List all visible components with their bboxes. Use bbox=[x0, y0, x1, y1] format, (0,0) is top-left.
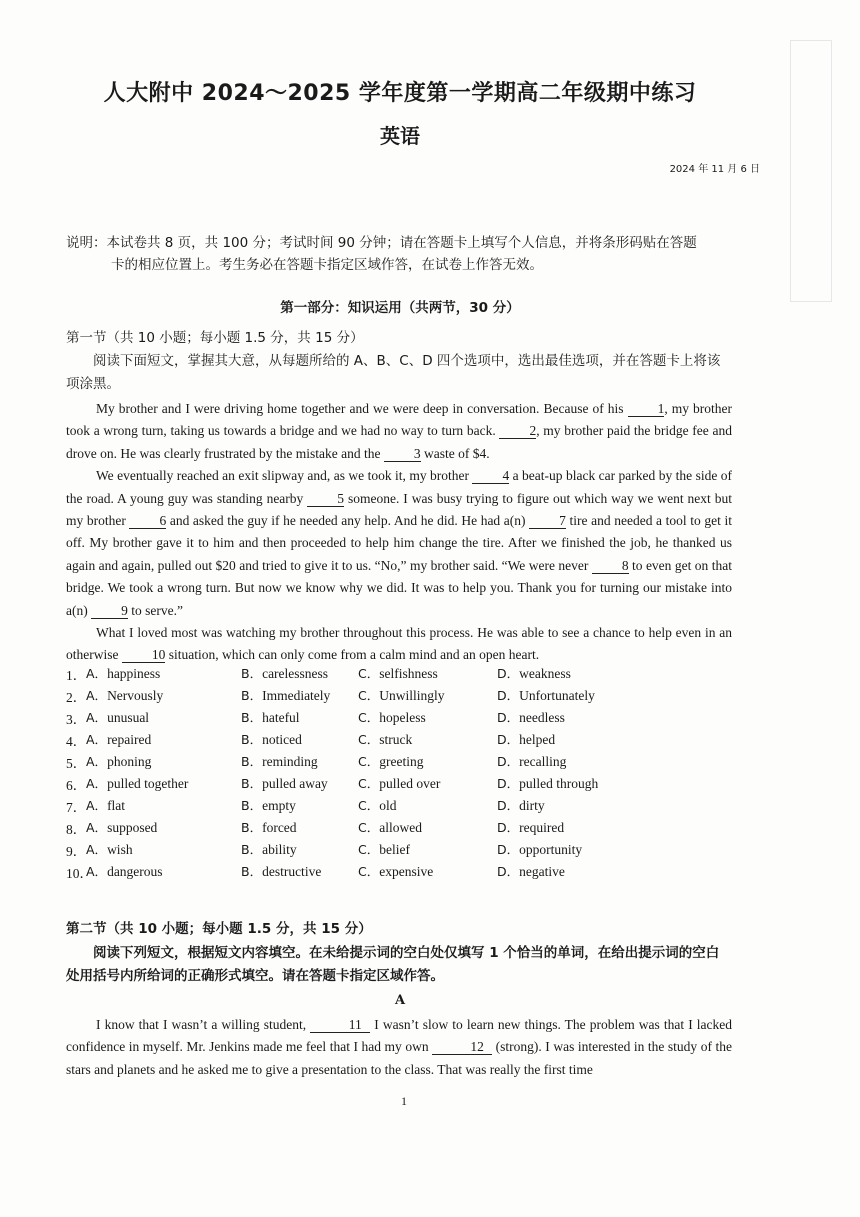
passage-paragraph bbox=[66, 398, 732, 465]
option-letter: A． bbox=[86, 688, 108, 703]
answer-options bbox=[66, 664, 746, 884]
option-text: reminding bbox=[262, 754, 318, 769]
option-text: old bbox=[379, 798, 397, 813]
question-number: 1． bbox=[66, 668, 87, 683]
option-text: repaired bbox=[107, 732, 152, 747]
option-letter: C． bbox=[358, 710, 380, 725]
option-d bbox=[497, 818, 564, 836]
part-one-title: 第一部分：知识运用（共两节，30 分） bbox=[280, 300, 520, 316]
passage-text: and asked the guy if he needed any help. And he did. He had a(n) bbox=[166, 513, 530, 529]
option-text: allowed bbox=[379, 820, 422, 835]
option-c bbox=[358, 708, 426, 726]
passage-text: to even get on that bridge. We took a wrong turn. But now we know why we did. It was to help you. Thank you for turning our mistake into a(n) bbox=[66, 557, 732, 618]
option-letter: C． bbox=[358, 754, 380, 769]
passage-text: to serve.” bbox=[127, 602, 183, 618]
blank-5: 5 bbox=[307, 491, 344, 507]
option-letter: A． bbox=[86, 710, 108, 725]
option-c bbox=[358, 840, 410, 858]
question-number: 8． bbox=[66, 822, 87, 837]
option-row bbox=[66, 774, 746, 796]
option-text: selfishness bbox=[379, 666, 438, 681]
blank-7: 7 bbox=[529, 513, 566, 529]
option-text: weakness bbox=[519, 666, 571, 681]
option-text: Unfortunately bbox=[519, 688, 595, 703]
option-text: expensive bbox=[379, 864, 434, 879]
option-letter: D． bbox=[497, 776, 520, 791]
option-letter: B． bbox=[241, 754, 263, 769]
passage-paragraph bbox=[66, 1014, 732, 1081]
option-c bbox=[358, 664, 438, 682]
passage-text: I know that I wasn’t a willing student, bbox=[96, 1017, 311, 1032]
question-number: 6． bbox=[66, 778, 87, 793]
option-letter: A． bbox=[86, 820, 108, 835]
passage-text: We eventually reached an exit slipway and, as we took it, my brother bbox=[96, 468, 473, 484]
option-text: pulled over bbox=[379, 776, 441, 791]
blank-4: 4 bbox=[472, 468, 509, 484]
option-letter: B． bbox=[241, 820, 263, 835]
option-letter: D． bbox=[497, 710, 520, 725]
option-d bbox=[497, 730, 555, 748]
option-a bbox=[86, 730, 151, 748]
exam-title: 人大附中 2024～2025 学年度第一学期高二年级期中练习 bbox=[103, 81, 697, 106]
note-label: 说明： bbox=[66, 235, 107, 251]
cloze-passage bbox=[66, 398, 732, 667]
option-text: unusual bbox=[107, 710, 150, 725]
option-c bbox=[358, 796, 397, 814]
option-c bbox=[358, 862, 433, 880]
option-text: pulled away bbox=[262, 776, 328, 791]
option-letter: C． bbox=[358, 842, 380, 857]
option-text: dirty bbox=[519, 798, 545, 813]
option-letter: D． bbox=[497, 732, 520, 747]
section-two-instruction: 阅读下列短文，根据短文内容填空。在未给提示词的空白处仅填写 1 个恰当的单词，在给出提示词的空白处用括号内所给词的正确形式填空。请在答题卡指定区域作答。 bbox=[66, 945, 720, 984]
option-letter: D． bbox=[497, 842, 520, 857]
fill-in-passage bbox=[66, 1014, 732, 1081]
option-text: noticed bbox=[262, 732, 302, 747]
option-text: empty bbox=[262, 798, 296, 813]
option-a bbox=[86, 774, 188, 792]
option-letter: C． bbox=[358, 798, 380, 813]
option-row bbox=[66, 818, 746, 840]
option-b bbox=[241, 796, 296, 814]
option-d bbox=[497, 862, 565, 880]
option-b bbox=[241, 840, 297, 858]
passage-text: waste of $4. bbox=[420, 445, 490, 461]
note-line-2: 卡的相应位置上。考生务必在答题卡指定区域作答，在试卷上作答无效。 bbox=[111, 257, 543, 273]
option-a bbox=[86, 840, 133, 858]
blank-8: 8 bbox=[592, 558, 629, 574]
option-letter: B． bbox=[241, 798, 263, 813]
option-letter: D． bbox=[497, 666, 520, 681]
blank-12: 12 bbox=[432, 1039, 492, 1055]
option-a bbox=[86, 818, 157, 836]
option-letter: B． bbox=[241, 732, 263, 747]
option-a bbox=[86, 796, 125, 814]
option-text: ability bbox=[262, 842, 297, 857]
question-number: 4． bbox=[66, 734, 87, 749]
option-c bbox=[358, 818, 422, 836]
question-number: 10． bbox=[66, 866, 93, 881]
option-text: carelessness bbox=[262, 666, 329, 681]
option-text: pulled through bbox=[519, 776, 599, 791]
option-letter: C． bbox=[358, 666, 380, 681]
question-number: 2． bbox=[66, 690, 87, 705]
option-b bbox=[241, 752, 318, 770]
option-a bbox=[86, 686, 163, 704]
option-b bbox=[241, 774, 328, 792]
passage-text: I wasn’t slow to learn new things. The problem was that I lacked confidence in myself. Mr. Jenkins made me feel that I had my own bbox=[66, 1017, 732, 1055]
option-d bbox=[497, 664, 571, 682]
option-d bbox=[497, 796, 545, 814]
option-text: needless bbox=[519, 710, 565, 725]
passage-text: someone. I was busy trying to figure out which way we went next but my brother bbox=[66, 490, 732, 529]
option-text: hateful bbox=[262, 710, 300, 725]
page-number: 1 bbox=[401, 1094, 407, 1108]
exam-subject: 英语 bbox=[380, 124, 420, 148]
option-letter: B． bbox=[241, 864, 263, 879]
option-letter: A． bbox=[86, 732, 108, 747]
option-c bbox=[358, 752, 423, 770]
option-text: wish bbox=[107, 842, 133, 857]
option-letter: A． bbox=[86, 666, 108, 681]
question-number: 7． bbox=[66, 800, 87, 815]
option-letter: D． bbox=[497, 820, 520, 835]
passage-text: What I loved most was watching my brother throughout this process. He was able to see a chance to help even in an otherwise bbox=[66, 625, 732, 663]
option-text: phoning bbox=[107, 754, 152, 769]
option-letter: D． bbox=[497, 688, 520, 703]
note-line-1: 本试卷共 8 页，共 100 分；考试时间 90 分钟；请在答题卡上填写个人信息，并将条形码贴在答题 bbox=[106, 235, 697, 251]
option-text: Nervously bbox=[107, 688, 164, 703]
option-text: required bbox=[519, 820, 565, 835]
option-row bbox=[66, 708, 746, 730]
option-text: hopeless bbox=[379, 710, 426, 725]
passage-text: (strong). I was interested in the study of the stars and planets and he asked me to give a presentation to the class. That was really the first time bbox=[66, 1039, 732, 1077]
option-letter: D． bbox=[497, 864, 520, 879]
option-row bbox=[66, 862, 746, 884]
option-letter: D． bbox=[497, 754, 520, 769]
option-c bbox=[358, 730, 412, 748]
option-text: pulled together bbox=[107, 776, 189, 791]
option-text: opportunity bbox=[519, 842, 583, 857]
option-letter: B． bbox=[241, 710, 263, 725]
option-text: helped bbox=[519, 732, 556, 747]
option-text: struck bbox=[379, 732, 413, 747]
passage-text: My brother and I were driving home together and we were deep in conversation. Because of his bbox=[96, 401, 628, 416]
blank-2: 2 bbox=[499, 423, 536, 439]
passage-paragraph bbox=[66, 465, 732, 622]
option-text: Unwillingly bbox=[379, 688, 445, 703]
passage-text: , my brother paid the bridge fee and drove on. He was clearly frustrated by the mistake and the bbox=[66, 423, 732, 461]
option-d bbox=[497, 708, 565, 726]
passage-text: a beat-up black car parked by the side of the road. A young guy was standing nearby bbox=[66, 468, 732, 506]
option-text: destructive bbox=[262, 864, 322, 879]
blank-3: 3 bbox=[384, 446, 421, 462]
option-letter: D． bbox=[497, 798, 520, 813]
option-letter: C． bbox=[358, 732, 380, 747]
instructions-note bbox=[66, 232, 746, 276]
option-letter: C． bbox=[358, 820, 380, 835]
blank-6: 6 bbox=[129, 513, 166, 529]
section-one-instruction: 阅读下面短文，掌握其大意，从每题所给的 A、B、C、D 四个选项中，选出最佳选项，并在答题卡上将该项涂黑。 bbox=[66, 353, 721, 392]
option-d bbox=[497, 840, 582, 858]
option-row bbox=[66, 840, 746, 862]
option-letter: B． bbox=[241, 842, 263, 857]
option-a bbox=[86, 862, 163, 880]
option-text: greeting bbox=[379, 754, 424, 769]
passage-paragraph bbox=[66, 622, 732, 667]
option-text: dangerous bbox=[107, 864, 163, 879]
option-d bbox=[497, 752, 566, 770]
option-b bbox=[241, 730, 302, 748]
blank-9: 9 bbox=[91, 603, 128, 619]
passage-text: , my brother took a wrong turn, taking us towards a bridge and we had no way to turn back. bbox=[66, 401, 732, 439]
option-letter: C． bbox=[358, 776, 380, 791]
option-c bbox=[358, 774, 440, 792]
option-b bbox=[241, 862, 321, 880]
option-text: flat bbox=[107, 798, 126, 813]
option-row bbox=[66, 686, 746, 708]
option-letter: A． bbox=[86, 754, 108, 769]
option-b bbox=[241, 818, 297, 836]
option-text: Immediately bbox=[262, 688, 331, 703]
option-b bbox=[241, 708, 300, 726]
exam-date: 2024 年 11 月 6 日 bbox=[669, 164, 760, 175]
option-text: belief bbox=[379, 842, 410, 857]
blank-1: 1 bbox=[628, 401, 665, 417]
option-letter: C． bbox=[358, 688, 380, 703]
option-letter: A． bbox=[86, 842, 108, 857]
blank-10: 10 bbox=[122, 647, 166, 663]
passage-a-title: A bbox=[394, 993, 406, 1008]
option-row bbox=[66, 664, 746, 686]
option-text: supposed bbox=[107, 820, 158, 835]
question-number: 5． bbox=[66, 756, 87, 771]
option-letter: A． bbox=[86, 798, 108, 813]
option-letter: B． bbox=[241, 688, 263, 703]
option-a bbox=[86, 664, 160, 682]
blank-11: 11 bbox=[310, 1017, 370, 1033]
passage-text: situation, which can only come from a calm mind and an open heart. bbox=[165, 647, 540, 663]
option-letter: B． bbox=[241, 776, 263, 791]
option-letter: B． bbox=[241, 666, 263, 681]
option-b bbox=[241, 686, 330, 704]
option-row bbox=[66, 752, 746, 774]
option-d bbox=[497, 774, 598, 792]
option-letter: C． bbox=[358, 864, 380, 879]
option-c bbox=[358, 686, 445, 704]
option-a bbox=[86, 752, 151, 770]
option-letter: A． bbox=[86, 776, 108, 791]
option-b bbox=[241, 664, 328, 682]
option-text: forced bbox=[262, 820, 297, 835]
option-letter: A． bbox=[86, 864, 108, 879]
option-text: happiness bbox=[107, 666, 161, 681]
question-number: 3． bbox=[66, 712, 87, 727]
question-number: 9． bbox=[66, 844, 87, 859]
section-one-title: 第一节（共 10 小题；每小题 1.5 分，共 15 分） bbox=[66, 330, 364, 346]
passage-text: tire and needed a tool to get it off. My brother gave it to him and then proceeded to help him change the tire. After we finished the job, he thanked us again and again, pulled out $20 and tried to give it to us. “No,” my brother said. “We were never bbox=[66, 513, 732, 573]
option-row bbox=[66, 796, 746, 818]
option-row bbox=[66, 730, 746, 752]
option-a bbox=[86, 708, 149, 726]
option-d bbox=[497, 686, 595, 704]
option-text: recalling bbox=[519, 754, 567, 769]
section-two-title: 第二节（共 10 小题；每小题 1.5 分，共 15 分） bbox=[66, 921, 372, 937]
option-text: negative bbox=[519, 864, 565, 879]
